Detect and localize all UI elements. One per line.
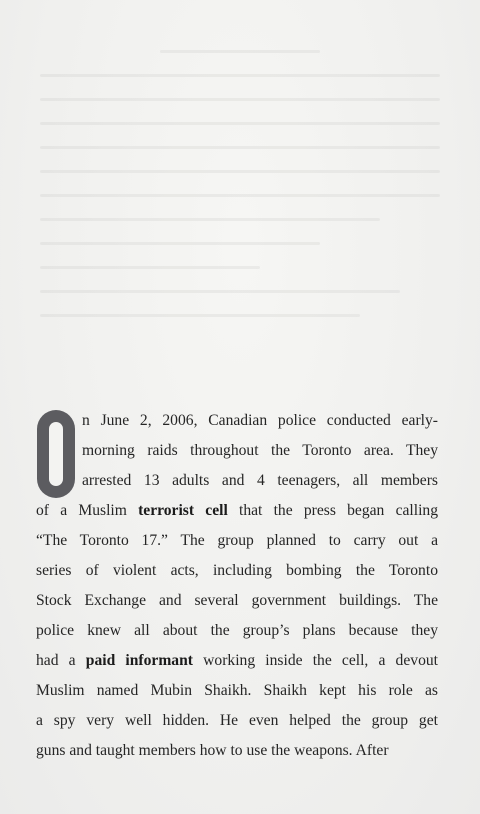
- body-paragraph: [36, 406, 438, 766]
- text-line: [82, 406, 438, 436]
- text-run: police knew all about the group’s plans because they: [36, 622, 438, 639]
- text-line: [36, 736, 438, 766]
- text-line: [82, 466, 438, 496]
- text-line: [36, 556, 438, 586]
- text-run: “The Toronto 17.” The group planned to carry out a: [36, 532, 438, 549]
- text-line: [36, 706, 438, 736]
- text-line: [36, 496, 438, 526]
- text-run: Muslim named Mubin Shaikh. Shaikh kept his role as: [36, 682, 438, 699]
- text-run: had a: [36, 652, 86, 669]
- bleed-through-text: [40, 50, 440, 380]
- text-line: [36, 646, 438, 676]
- text-run: of a Muslim: [36, 502, 139, 519]
- text-run: Stock Exchange and several government buildings. The: [36, 592, 438, 609]
- text-run: morning raids throughout the Toronto area. They: [82, 442, 438, 459]
- text-line: [36, 586, 438, 616]
- text-run: that the press began calling: [227, 502, 438, 519]
- text-line: [36, 526, 438, 556]
- text-run: a spy very well hidden. He even helped the group get: [36, 712, 438, 729]
- text-run: n June 2, 2006, Canadian police conducted early-: [82, 412, 438, 429]
- text-line: [82, 436, 438, 466]
- text-line: [36, 616, 438, 646]
- text-run: guns and taught members how to use the weapons. After: [36, 742, 389, 759]
- text-run: series of violent acts, including bombing the Toronto: [36, 562, 438, 579]
- text-run: arrested 13 adults and 4 teenagers, all members: [82, 472, 438, 489]
- text-line: [36, 676, 438, 706]
- text-run: working inside the cell, a devout: [192, 652, 438, 669]
- glossary-term: terrorist cell: [138, 502, 228, 519]
- glossary-term: paid informant: [85, 652, 193, 669]
